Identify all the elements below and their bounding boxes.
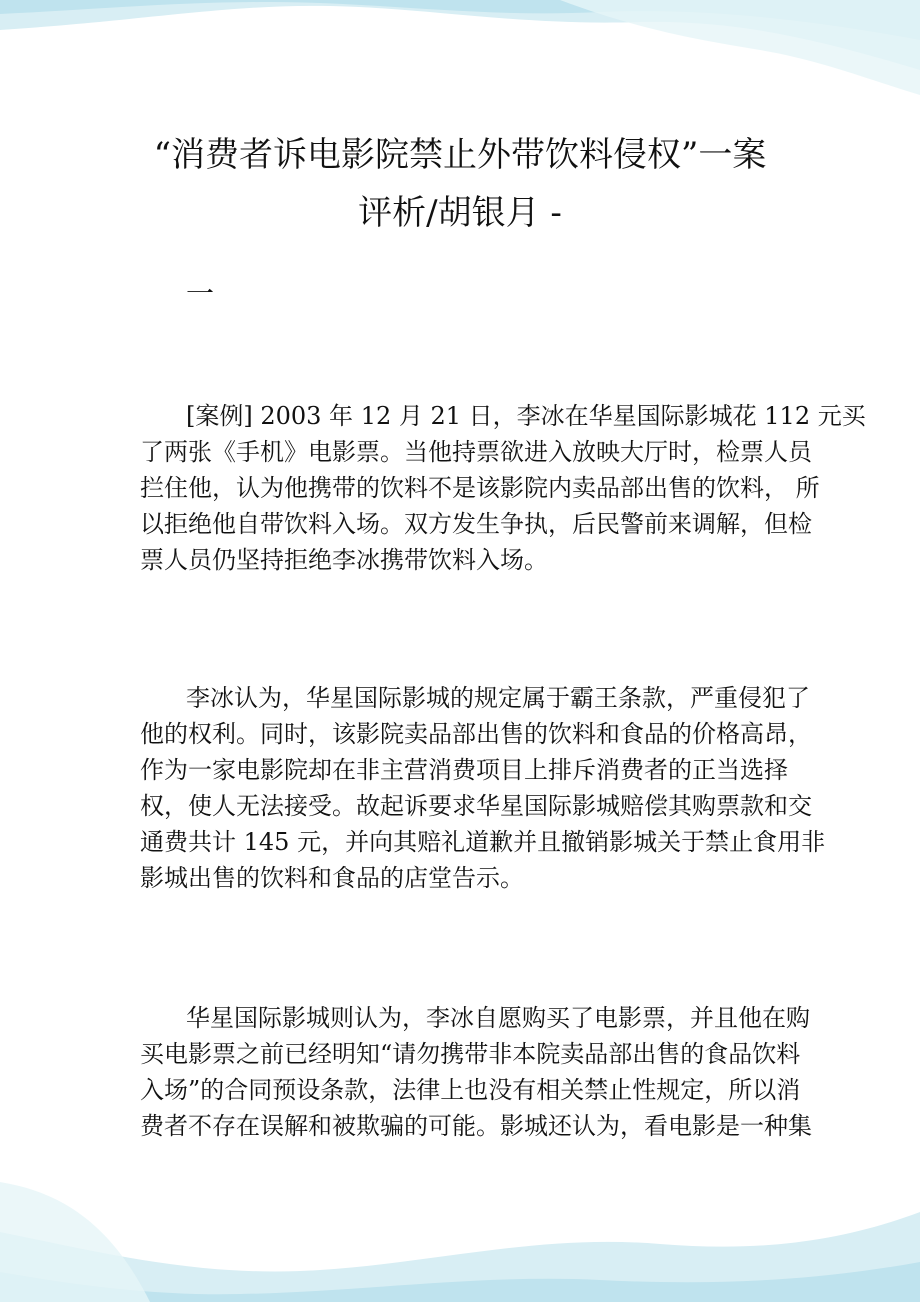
text-line: 票人员仍坚持拒绝李冰携带饮料入场。 [140, 546, 548, 574]
text-line: 影城出售的饮料和食品的店堂告示。 [140, 864, 524, 892]
paragraph-plaintiff-view [140, 680, 826, 896]
paragraph-case [140, 398, 866, 578]
text-line: 以拒绝他自带饮料入场。双方发生争执，后民警前来调解，但检 [140, 510, 812, 538]
text-line: 权，使人无法接受。故起诉要求华星国际影城赔偿其购票款和交 [140, 792, 812, 820]
text-line: 华星国际影城则认为，李冰自愿购买了电影票，并且他在购 [186, 1004, 810, 1032]
text-line: 了两张《手机》电影票。当他持票欲进入放映大厅时，检票人员 [140, 438, 812, 466]
section-number: 一 [186, 277, 215, 310]
text-line: 通费共计 145 元，并向其赔礼道歉并且撤销影城关于禁止食用非 [140, 828, 826, 856]
text-line: 费者不存在误解和被欺骗的可能。影城还认为，看电影是一种集 [140, 1112, 812, 1140]
text-line: 买电影票之前已经明知“请勿携带非本院卖品部出售的食品饮料 [140, 1040, 801, 1068]
text-line: 作为一家电影院却在非主营消费项目上排斥消费者的正当选择 [140, 756, 788, 784]
text-line: [案例] 2003 年 12 月 21 日，李冰在华星国际影城花 112 元买 [186, 402, 866, 430]
text-line: 李冰认为，华星国际影城的规定属于霸王条款，严重侵犯了 [186, 684, 810, 712]
text-line: 入场”的合同预设条款，法律上也没有相关禁止性规定，所以消 [140, 1076, 801, 1104]
document-title [80, 126, 840, 242]
title-line: 评析/胡银月 - [358, 193, 562, 233]
paragraph-defendant-view [140, 1000, 812, 1144]
text-line: 拦住他，认为他携带的饮料不是该影院内卖品部出售的饮料， 所 [140, 474, 820, 502]
text-line: 他的权利。同时，该影院卖品部出售的饮料和食品的价格高昂， [140, 720, 812, 748]
title-line: “消费者诉电影院禁止外带饮料侵权”一案 [153, 135, 767, 175]
